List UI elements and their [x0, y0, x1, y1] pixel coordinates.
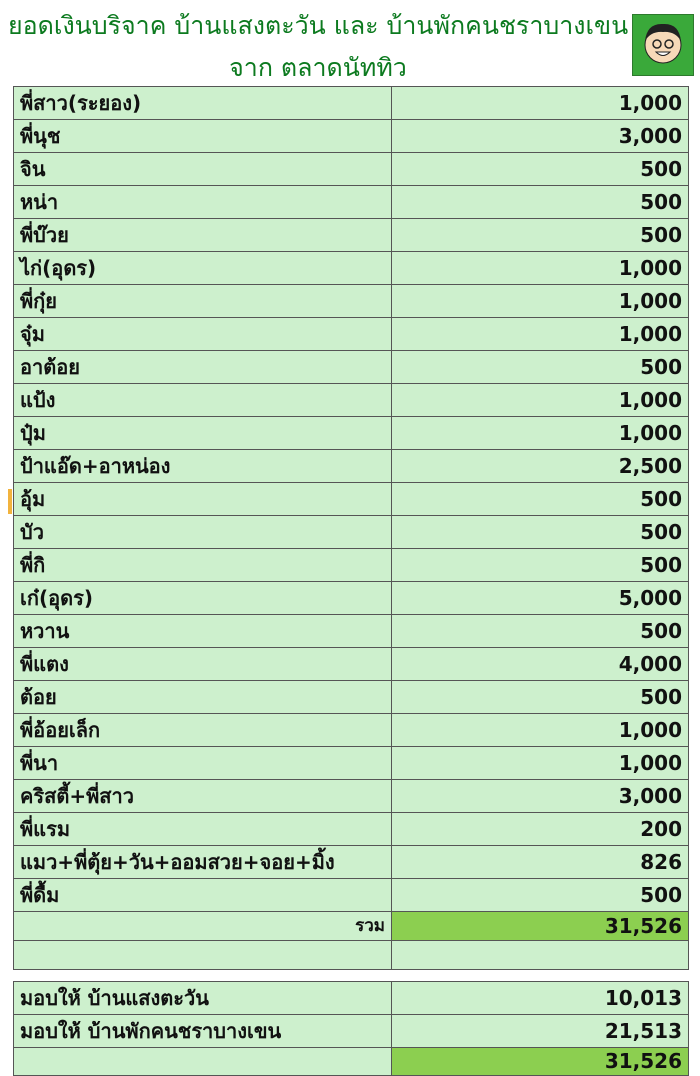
table-row-amount-cell[interactable]: 500	[392, 549, 689, 582]
table-row	[14, 384, 689, 417]
table-row-amount-cell[interactable]: 500	[392, 615, 689, 648]
table-row-amount-cell[interactable]: 3,000	[392, 120, 689, 153]
table-row	[14, 351, 689, 384]
table-row-name-cell[interactable]: แมว+พี่ตุ้ย+วัน+ออมสวย+จอย+มิ้ง	[14, 846, 392, 879]
table-row	[14, 417, 689, 450]
table-row-amount-cell[interactable]: 500	[392, 879, 689, 912]
table-row-amount-cell[interactable]: 1,000	[392, 285, 689, 318]
table-row	[14, 648, 689, 681]
empty-row	[14, 940, 689, 969]
allocation-row-amount-cell[interactable]: 21,513	[392, 1014, 689, 1047]
table-row-name-cell[interactable]: จิน	[14, 153, 392, 186]
table-row	[14, 516, 689, 549]
table-row	[14, 747, 689, 780]
table-row-name-cell[interactable]: แป้ง	[14, 384, 392, 417]
table-row-amount-cell[interactable]: 1,000	[392, 252, 689, 285]
table-row-amount-cell[interactable]: 1,000	[392, 87, 689, 120]
table-row-amount-cell[interactable]: 1,000	[392, 384, 689, 417]
table-row-name-cell[interactable]: ปุ๋ม	[14, 417, 392, 450]
table-row-amount-cell[interactable]: 500	[392, 681, 689, 714]
table-row-name-cell[interactable]: พี่แรม	[14, 813, 392, 846]
table-row-name-cell[interactable]: หวาน	[14, 615, 392, 648]
table-row	[14, 879, 689, 912]
table-row-amount-cell[interactable]: 500	[392, 483, 689, 516]
allocation-total-row-name-cell[interactable]	[14, 1047, 392, 1076]
total-row-name-cell[interactable]: รวม	[14, 912, 392, 941]
total-row	[14, 912, 689, 941]
table-row	[14, 318, 689, 351]
table-row-amount-cell[interactable]: 500	[392, 153, 689, 186]
table-row-amount-cell[interactable]: 3,000	[392, 780, 689, 813]
empty-row-amount-cell[interactable]	[392, 940, 689, 969]
table-row	[14, 153, 689, 186]
total-row-amount-cell[interactable]: 31,526	[392, 912, 689, 941]
spacer-row	[14, 969, 689, 981]
cell-selection-marker	[8, 489, 12, 514]
spacer-cell	[392, 969, 689, 981]
table-row-amount-cell[interactable]: 500	[392, 186, 689, 219]
allocation-row	[14, 1014, 689, 1047]
table-row-name-cell[interactable]: อุ้ม	[14, 483, 392, 516]
table-row-name-cell[interactable]: พี่ดื้ม	[14, 879, 392, 912]
table-row-name-cell[interactable]: พี่แตง	[14, 648, 392, 681]
table-row-amount-cell[interactable]: 1,000	[392, 714, 689, 747]
allocation-total-row	[14, 1047, 689, 1076]
table-row-amount-cell[interactable]: 5,000	[392, 582, 689, 615]
allocation-row	[14, 981, 689, 1014]
table-row	[14, 450, 689, 483]
table-row	[14, 120, 689, 153]
allocation-total-row-amount-cell[interactable]: 31,526	[392, 1047, 689, 1076]
table-row-amount-cell[interactable]: 500	[392, 516, 689, 549]
table-row-name-cell[interactable]: พี่กุ๋ย	[14, 285, 392, 318]
table-row-name-cell[interactable]: พี่กิ	[14, 549, 392, 582]
table-row	[14, 219, 689, 252]
allocation-row-name-cell[interactable]: มอบให้ บ้านพักคนชราบางเขน	[14, 1014, 392, 1047]
table-row-amount-cell[interactable]: 500	[392, 219, 689, 252]
table-row	[14, 186, 689, 219]
table-row-name-cell[interactable]: บัว	[14, 516, 392, 549]
table-row-name-cell[interactable]: เก๋(อุดร)	[14, 582, 392, 615]
donation-table	[13, 86, 689, 1076]
table-row	[14, 681, 689, 714]
table-row-name-cell[interactable]: อาต้อย	[14, 351, 392, 384]
table-row-amount-cell[interactable]: 1,000	[392, 747, 689, 780]
table-row-name-cell[interactable]: ป้าแอ๊ด+อาหน่อง	[14, 450, 392, 483]
table-row	[14, 582, 689, 615]
table-row-name-cell[interactable]: พี่นุช	[14, 120, 392, 153]
table-row-name-cell[interactable]: ไก่(อุดร)	[14, 252, 392, 285]
page-title: ยอดเงินบริจาค บ้านแสงตะวัน และ บ้านพักคนชราบางเขน	[8, 11, 629, 40]
table-row-name-cell[interactable]: หน่า	[14, 186, 392, 219]
table-row-name-cell[interactable]: พี่สาว(ระยอง)	[14, 87, 392, 120]
table-row-amount-cell[interactable]: 1,000	[392, 318, 689, 351]
table-row	[14, 714, 689, 747]
table-row-amount-cell[interactable]: 500	[392, 351, 689, 384]
table-row	[14, 87, 689, 120]
table-row	[14, 813, 689, 846]
table-row	[14, 780, 689, 813]
table-row-name-cell[interactable]: พี่นา	[14, 747, 392, 780]
table-row-amount-cell[interactable]: 1,000	[392, 417, 689, 450]
table-row-amount-cell[interactable]: 200	[392, 813, 689, 846]
page-subtitle: จาก ตลาดนัททิว	[229, 53, 407, 82]
table-row-name-cell[interactable]: ต้อย	[14, 681, 392, 714]
table-row-name-cell[interactable]: พี่อ้อยเล็ก	[14, 714, 392, 747]
table-row-name-cell[interactable]: พี่บ๊วย	[14, 219, 392, 252]
spacer-cell	[14, 969, 392, 981]
allocation-row-name-cell[interactable]: มอบให้ บ้านแสงตะวัน	[14, 981, 392, 1014]
table-row	[14, 285, 689, 318]
table-row	[14, 846, 689, 879]
table-row-amount-cell[interactable]: 4,000	[392, 648, 689, 681]
table-row	[14, 483, 689, 516]
table-row-name-cell[interactable]: จุ๋ม	[14, 318, 392, 351]
table-row-amount-cell[interactable]: 826	[392, 846, 689, 879]
table-row	[14, 615, 689, 648]
allocation-row-amount-cell[interactable]: 10,013	[392, 981, 689, 1014]
empty-row-name-cell[interactable]	[14, 940, 392, 969]
table-row-amount-cell[interactable]: 2,500	[392, 450, 689, 483]
table-row	[14, 252, 689, 285]
table-row-name-cell[interactable]: คริสตี้+พี่สาว	[14, 780, 392, 813]
cartoon-face-logo-icon	[632, 14, 694, 76]
table-row	[14, 549, 689, 582]
